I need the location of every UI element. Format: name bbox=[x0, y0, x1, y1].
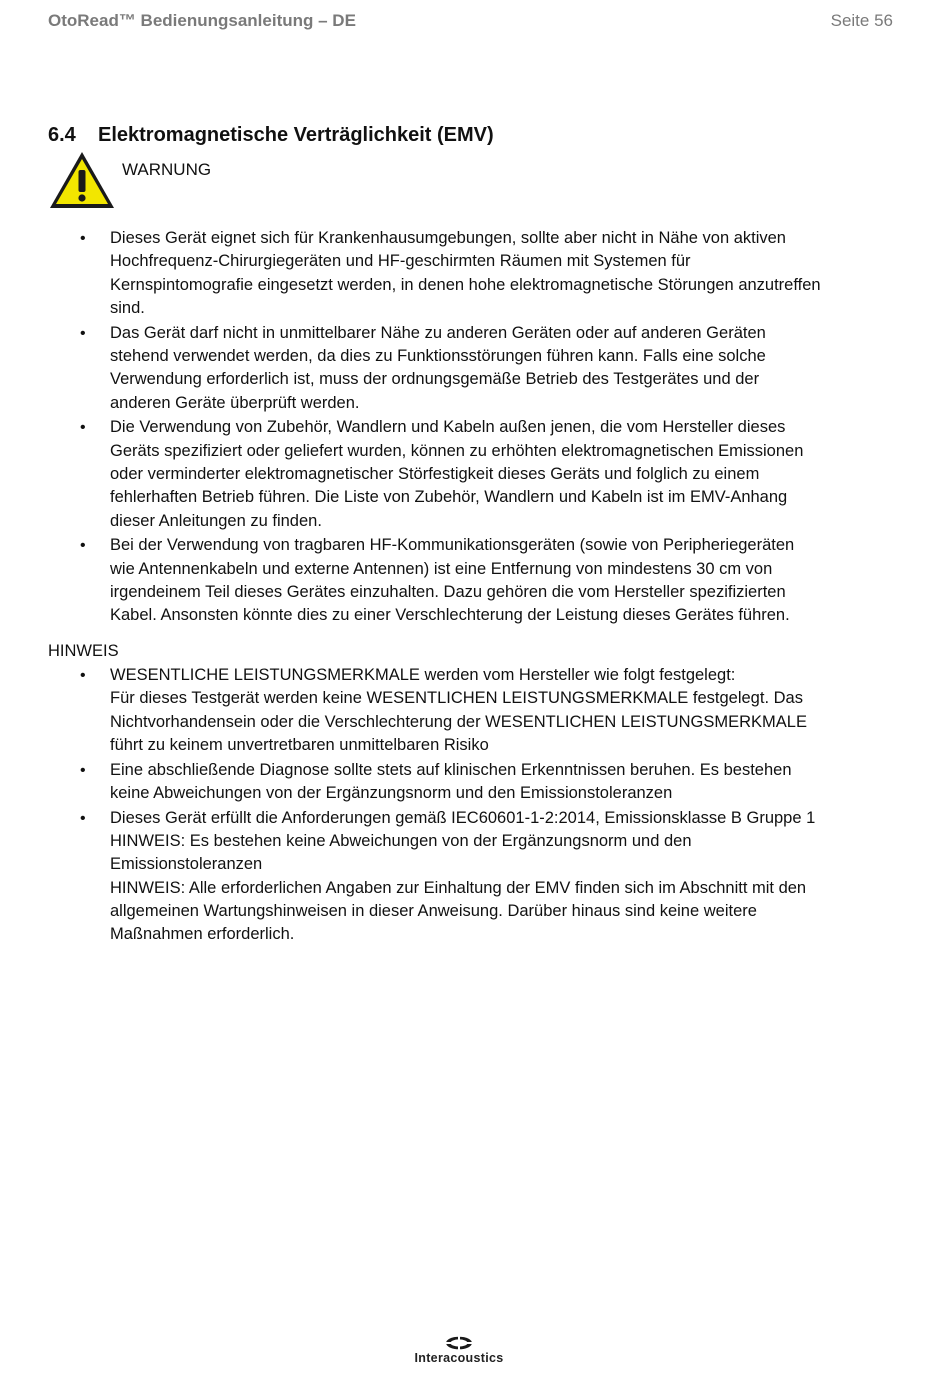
document-title: OtoRead™ Bedienungsanleitung – DE bbox=[48, 11, 356, 30]
notice-item-line: • Dieses Gerät erfüllt die Anforderungen gemäß IEC60601-1-2:2014, Emissionsklasse B Gruppe 1 bbox=[110, 808, 816, 827]
warning-item-line: • Die Verwendung von Zubehör, Wandlern und Kabeln außen jenen, die vom Hersteller dieses bbox=[110, 418, 786, 437]
notice-label: HINWEIS bbox=[48, 642, 119, 660]
notice-item-line: allgemeinen Wartungshinweisen in dieser Anweisung. Darüber hinaus sind keine weitere bbox=[110, 901, 757, 920]
warning-item-line: oder verminderter elektromagnetischer Störfestigkeit dieses Geräts und folglich zu einem bbox=[110, 464, 760, 483]
footer-logo bbox=[396, 1336, 522, 1368]
warning-item-line: Verwendung erforderlich ist, muss der ordnungsgemäße Betrieb des Testgerätes und der bbox=[110, 370, 760, 389]
warning-item-line: anderen Geräte überprüft werden. bbox=[110, 393, 360, 412]
warning-item-line: Geräts spezifiziert oder geliefert wurden, können zu erhöhten elektromagnetischen Emissionen bbox=[110, 441, 804, 460]
section-number: 6.4 bbox=[48, 124, 76, 146]
warning-item bbox=[110, 322, 880, 415]
warning-list bbox=[110, 227, 880, 629]
notice-item bbox=[110, 664, 880, 757]
warning-item-line: • Dieses Gerät eignet sich für Krankenhausumgebungen, sollte aber nicht in Nähe von aktiven bbox=[110, 229, 786, 247]
notice-item-line: führt zu keinem unvertretbaren unmittelbaren Risiko bbox=[110, 735, 489, 754]
interacoustics-logo-icon bbox=[445, 1336, 473, 1350]
notice-item-line: HINWEIS: Alle erforderlichen Angaben zur Einhaltung der EMV finden sich im Abschnitt mit den bbox=[110, 878, 807, 897]
notice-item-line: Nichtvorhandensein oder die Verschlechterung der WESENTLICHEN LEISTUNGSMERKMALE bbox=[110, 712, 807, 731]
warning-item-line: Kabel. Ansonsten könnte dies zu einer Verschlechterung der Leistung dieses Gerätes führen. bbox=[110, 606, 790, 625]
warning-item-line: Hochfrequenz-Chirurgiegeräten und HF-geschirmten Räumen mit Systemen für bbox=[110, 252, 691, 271]
warning-item-line: wie Antennenkabeln und externe Antennen) ist eine Entfernung von mindestens 30 cm von bbox=[110, 559, 773, 578]
warning-label: WARNUNG bbox=[122, 160, 212, 179]
warning-item-line: dieser Anleitungen zu finden. bbox=[110, 511, 322, 530]
warning-item bbox=[110, 534, 880, 627]
warning-item-line: fehlerhaften Betrieb führen. Die Liste von Zubehör, Wandlern und Kabeln ist im EMV-Anhang bbox=[110, 488, 788, 507]
warning-item-line: irgendeinem Teil dieses Gerätes einzuhalten. Dazu gehören die vom Hersteller spezifizierten bbox=[110, 582, 786, 601]
notice-item-line: Emissionstoleranzen bbox=[110, 855, 263, 874]
notice-item-line: HINWEIS: Es bestehen keine Abweichungen von der Ergänzungsnorm und den bbox=[110, 832, 692, 851]
warning-item-line: sind. bbox=[110, 298, 145, 317]
notice-item-line: keine Abweichungen von der Ergänzungsnorm und den Emissionstoleranzen bbox=[110, 783, 673, 802]
warning-item bbox=[110, 227, 880, 320]
notice-item-line: Für dieses Testgerät werden keine WESENTLICHEN LEISTUNGSMERKMALE festgelegt. Das bbox=[110, 689, 803, 708]
warning-item-line: stehend verwendet werden, da dies zu Funktionsstörungen führen kann. Falls eine solche bbox=[110, 346, 766, 365]
warning-item-line: • Das Gerät darf nicht in unmittelbarer Nähe zu anderen Geräten oder auf anderen Geräten bbox=[110, 323, 766, 342]
page-number: Seite 56 bbox=[830, 11, 893, 30]
notice-item-line: • WESENTLICHE LEISTUNGSMERKMALE werden vom Hersteller wie folgt festgelegt: bbox=[110, 666, 736, 684]
notice-list bbox=[110, 664, 880, 948]
warning-triangle-icon bbox=[48, 150, 116, 210]
notice-item-line: Maßnahmen erforderlich. bbox=[110, 925, 295, 944]
warning-item-line: Kernspintomografie eingesetzt werden, in denen hohe elektromagnetische Störungen anzutreffen bbox=[110, 275, 821, 294]
notice-item bbox=[110, 759, 880, 806]
warning-item bbox=[110, 416, 880, 532]
section-title: Elektromagnetische Verträglichkeit (EMV) bbox=[98, 124, 494, 146]
section-heading bbox=[48, 124, 494, 147]
brand-name: Interacoustics bbox=[414, 1351, 504, 1365]
warning-item-line: • Bei der Verwendung von tragbaren HF-Kommunikationsgeräten (sowie von Peripheriegeräten bbox=[110, 536, 795, 555]
notice-item-line: • Eine abschließende Diagnose sollte stets auf klinischen Erkenntnissen beruhen. Es bestehen bbox=[110, 760, 792, 779]
notice-item bbox=[110, 807, 880, 947]
